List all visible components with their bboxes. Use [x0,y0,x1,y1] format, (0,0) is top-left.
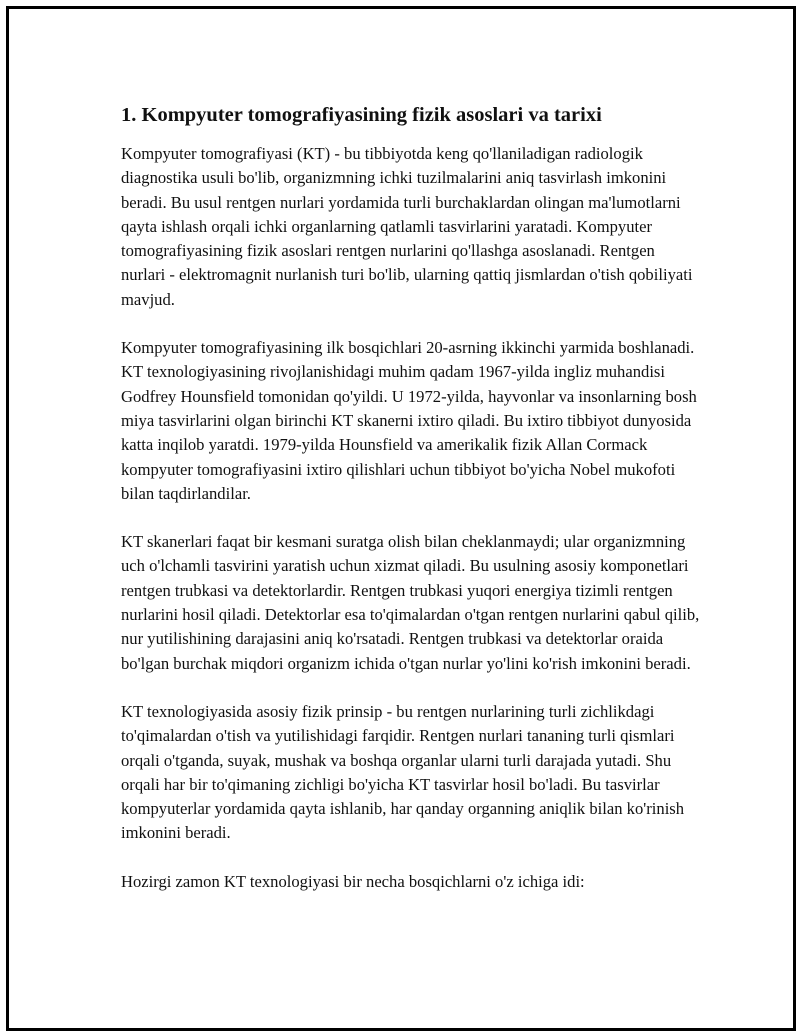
document-body [121,100,701,918]
paragraph-modern-stages: Hozirgi zamon KT texnologiyasi bir necha bosqichlarni o'z ichiga idi: [121,871,585,891]
paragraph-scanner-components: KT skanerlari faqat bir kesmani suratga olish bilan cheklanmaydi; ular organizmning uch o'lchamli tasvirini yaratish uchun xizmat qiladi. Bu usulning asosiy komponetlari rentgen trubkasi va detektorlardir. Rentgen trubkasi yuqori energiya tizimli rentgen nurlarini hosil qiladi. Detektorlar esa to'qimalardan o'tgan rentgen nurlarini qabul qilib, nur yutilishining darajasini aniq ko'rsatadi. Rentgen trubkasi va detektorlar oraida bo'lgan burchak miqdori organizm ichida o'tgan nurlar yo'lini ko'rish imkonini beradi. [121,532,700,673]
paragraph-history: Kompyuter tomografiyasining ilk bosqichlari 20-asrning ikkinchi yarmida boshlanadi. KT texnologiyasining rivojlanishidagi muhim qadam 1967-yilda ingliz muhandisi Godfrey Hounsfield tomonidan qo'yildi. U 1972-yilda, hayvonlar va insonlarning bosh miya tasvirlarini olgan birinchi KT skanerni ixtiro qiladi. Bu ixtiro tibbiyot dunyosida katta inqilob yaratdi. 1979-yilda Hounsfield va amerikalik fizik Allan Cormack kompyuter tomografiyasini ixtiro qilishlari uchun tibbiyot bo'yicha Nobel mukofoti bilan taqdirlandilar. [121,338,697,503]
page-frame [6,6,796,1031]
paragraph-physical-principle: KT texnologiyasida asosiy fizik prinsip - bu rentgen nurlarining turli zichlikdagi to'qimalardan o'tish va yutilishidagi farqidir. Rentgen nurlari tananing turli qismlari orqali o'tganda, suyak, mushak va boshqa organlar ularni turli darajada yutadi. Shu orqali har bir to'qimaning zichligi bo'yicha KT tasvirlar hosil bo'ladi. Bu tasvirlar kompyuterlar yordamida qayta ishlanib, har qanday organning aniqlik bilan ko'rinish imkonini beradi. [121,701,685,843]
section-heading: 1. Kompyuter tomografiyasining fizik asoslari va tarixi [121,104,602,126]
paragraph-introduction: Kompyuter tomografiyasi (KT) - bu tibbiyotda keng qo'llaniladigan radiologik diagnostika usuli bo'lib, organizmning ichki tuzilmalarini aniq tasvirlash imkonini beradi. Bu usul rentgen nurlari yordamida turli burchaklardan olingan ma'lumotlarni qayta ishlash orqali ichki organlarning qatlamli tasvirlarini yaratadi. Kompyuter tomografiyasining fizik asoslari rentgen nurlarini qo'llashga asoslanadi. Rentgen nurlari - elektromagnit nurlanish turi bo'lib, ularning qattiq jismlardan o'tish qobiliyati mavjud. [121,144,693,309]
